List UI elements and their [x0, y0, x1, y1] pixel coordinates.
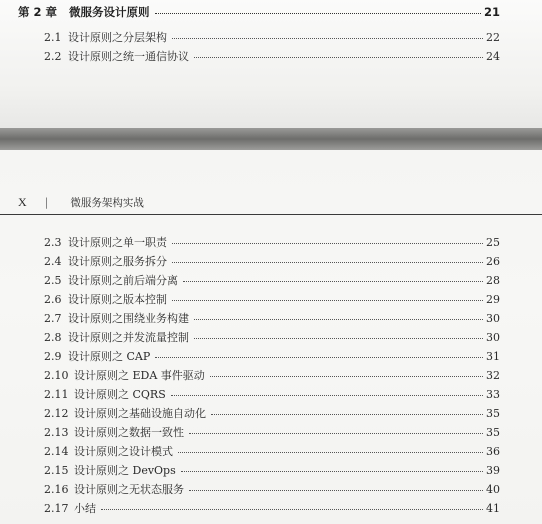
- leader-dots: [172, 252, 483, 263]
- entry-title: 小结: [74, 502, 96, 515]
- leader-dots: [172, 28, 483, 39]
- entry-page: 25: [486, 236, 500, 249]
- leader-dots: [155, 347, 483, 358]
- entry-title: 设计原则之服务拆分: [68, 255, 167, 268]
- entry-number: 2.1: [44, 31, 62, 44]
- entry-number: 2.11: [44, 388, 69, 401]
- toc-entry: [44, 424, 500, 440]
- toc-entry: [44, 443, 500, 459]
- entry-page: 39: [486, 464, 500, 477]
- entry-number: 2.8: [44, 331, 62, 344]
- entry-page: 28: [486, 274, 500, 287]
- entry-page: 41: [486, 502, 500, 515]
- entry-title: 设计原则之无状态服务: [74, 483, 184, 496]
- entry-title: 设计原则之基础设施自动化: [74, 407, 206, 420]
- entry-page: 35: [486, 426, 500, 439]
- toc-entry: [44, 481, 500, 497]
- leader-dots: [189, 480, 483, 491]
- leader-dots: [189, 423, 483, 434]
- entry-page: 35: [486, 407, 500, 420]
- entry-title: 设计原则之并发流量控制: [68, 331, 189, 344]
- leader-dots: [172, 233, 483, 244]
- leader-dots: [194, 328, 483, 339]
- leader-dots: [210, 366, 483, 377]
- entry-title: 设计原则之版本控制: [68, 293, 167, 306]
- toc-entry: [44, 234, 500, 250]
- entry-title: 设计原则之设计模式: [74, 445, 173, 458]
- toc-chapter-heading: [18, 4, 500, 20]
- entry-page: 31: [486, 350, 500, 363]
- entry-number: 2.6: [44, 293, 62, 306]
- entry-number: 2.16: [44, 483, 69, 496]
- chapter-number: 第 2 章: [18, 5, 58, 19]
- entry-page: 22: [486, 31, 500, 44]
- toc-entry: [44, 348, 500, 364]
- chapter-title: 微服务设计原则: [69, 5, 150, 19]
- toc-entry: [44, 29, 500, 45]
- entry-title: 设计原则之 CQRS: [74, 388, 166, 401]
- entry-page: 40: [486, 483, 500, 496]
- toc-entry: [44, 272, 500, 288]
- entry-title: 设计原则之分层架构: [68, 31, 167, 44]
- entry-title: 设计原则之 EDA 事件驱动: [74, 369, 205, 382]
- toc-entry: [44, 253, 500, 269]
- entry-page: 36: [486, 445, 500, 458]
- toc-entry: [44, 386, 500, 402]
- entry-number: 2.10: [44, 369, 69, 382]
- leader-dots: [183, 271, 483, 282]
- leader-dots: [172, 290, 483, 301]
- page-gap: [0, 128, 542, 150]
- toc-entry: [44, 405, 500, 421]
- entry-title: 设计原则之 DevOps: [74, 464, 176, 477]
- toc-entry: [44, 48, 500, 64]
- entry-page: 26: [486, 255, 500, 268]
- entry-number: 2.15: [44, 464, 69, 477]
- entry-number: 2.13: [44, 426, 69, 439]
- toc-entry: [44, 462, 500, 478]
- entry-page: 33: [486, 388, 500, 401]
- leader-dots: [181, 461, 483, 472]
- running-header: [0, 192, 542, 212]
- entry-page: 24: [486, 50, 500, 63]
- entry-number: 2.2: [44, 50, 62, 63]
- entry-number: 2.5: [44, 274, 62, 287]
- leader-dots: [101, 499, 483, 510]
- entry-number: 2.12: [44, 407, 69, 420]
- entry-number: 2.17: [44, 502, 69, 515]
- leader-dots: [194, 47, 483, 58]
- header-page-number: X: [18, 194, 27, 209]
- toc-entry: [44, 329, 500, 345]
- entry-title: 设计原则之数据一致性: [74, 426, 184, 439]
- entry-page: 32: [486, 369, 500, 382]
- header-separator: |: [44, 195, 49, 209]
- entry-title: 设计原则之 CAP: [68, 350, 151, 363]
- entry-page: 29: [486, 293, 500, 306]
- entry-number: 2.9: [44, 350, 62, 363]
- toc-entry: [44, 500, 500, 516]
- entry-title: 设计原则之前后端分离: [68, 274, 178, 287]
- leader-dots: [194, 309, 483, 320]
- entry-number: 2.7: [44, 312, 62, 325]
- header-rule: [0, 214, 542, 215]
- entry-number: 2.4: [44, 255, 62, 268]
- entry-title: 设计原则之围绕业务构建: [68, 312, 189, 325]
- leader-dots: [155, 3, 481, 14]
- leader-dots: [211, 404, 483, 415]
- leader-dots: [178, 442, 483, 453]
- entry-page: 30: [486, 331, 500, 344]
- entry-title: 设计原则之单一职责: [68, 236, 167, 249]
- toc-entry: [44, 367, 500, 383]
- chapter-page: 21: [483, 5, 500, 19]
- entry-page: 30: [486, 312, 500, 325]
- leader-dots: [171, 385, 483, 396]
- toc-entry: [44, 310, 500, 326]
- entry-number: 2.14: [44, 445, 69, 458]
- header-book-title: 微服务架构实战: [70, 196, 144, 209]
- entry-title: 设计原则之统一通信协议: [68, 50, 189, 63]
- toc-entry: [44, 291, 500, 307]
- entry-number: 2.3: [44, 236, 62, 249]
